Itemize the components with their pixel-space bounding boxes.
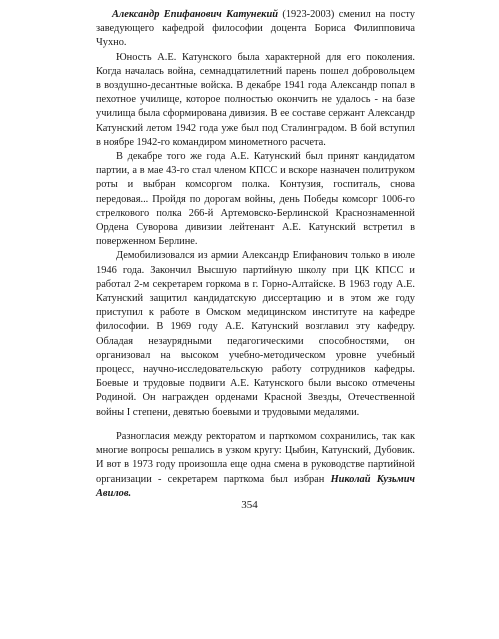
person-name-katunsky: Александр Епифанович Катунекий: [112, 9, 279, 20]
paragraph-1: [96, 8, 415, 51]
person-name-avilov: Николай Кузьмич Авилов.: [96, 473, 415, 499]
paragraph-3: В декабре того же года А.Е. Катунский был принят кандидатом партии, а в мае 43-го стал членом КПСС и вскоре назначен политруком роты и выбран комсоргом полка. Контузия, госпиталь, снова передовая... Пройдя по дорогам войны, день Победы комсорг 1006-го стрелкового полка 266-й Артемовско-Берлинской Краснознаменной Ордена Суворова дивизии лейтенант А.Е. Катунский встретил в поверженном Берлине.: [96, 151, 415, 248]
document-page: [96, 8, 415, 501]
paragraph-5-text: Разногласия между ректоратом и парткомом сохранились, так как многие вопросы решались в узком кругу: Цыбин, Катунский, Дубовик. И вот в 1973 году произошла еще одна смена в руководстве партийной организации - секретарем парткома был избран: [96, 430, 415, 485]
paragraph-5: [96, 430, 415, 501]
paragraph-2: Юность А.Е. Катунского была характерной для его поколения. Когда началась война, семнадцатилетний парень пошел добровольцем в воздушно-десантные войска. В декабре 1941 года Александр попал в пехотное училище, которое полностью окончить не удалось - на базе училища была сформирована дивизия. В ее составе сержант Александр Катунский летом 1942 года уже был под Сталинградом. В бой вступил в ноябре 1942-го командиром минометного расчета.: [96, 51, 415, 148]
paragraph-4: Демобилизовался из армии Александр Епифанович только в июле 1946 года. Закончил Высшую партийную школу при ЦК КПСС и работал 2-м секретарем горкома в г. Горно-Алтайске. В 1963 году А.Е. Катунский защитил кандидатскую диссертацию и в этом же году приступил к работе в Омском медицинском институте на кафедре философии. В 1969 году А.Е. Катунский возглавил эту кафедру. Обладая незаурядными педагогическими способностями, он организовал на высоком учебно-методическом уровне учебный процесс, научно-исследовательскую работу сотрудников кафедры. Боевые и трудовые подвиги А.Е. Катунского были высоко отмечены Родиной. Он награжден орденами Красной Звезды, Отечественной войны I степени, девятью боевыми и трудовыми медалями.: [96, 250, 415, 418]
paragraph-1-text: (1923-2003) сменил на посту заведующего кафедрой философии доцента Бориса Филипповича Чухно.: [96, 9, 415, 49]
page-number: 354: [241, 499, 258, 511]
